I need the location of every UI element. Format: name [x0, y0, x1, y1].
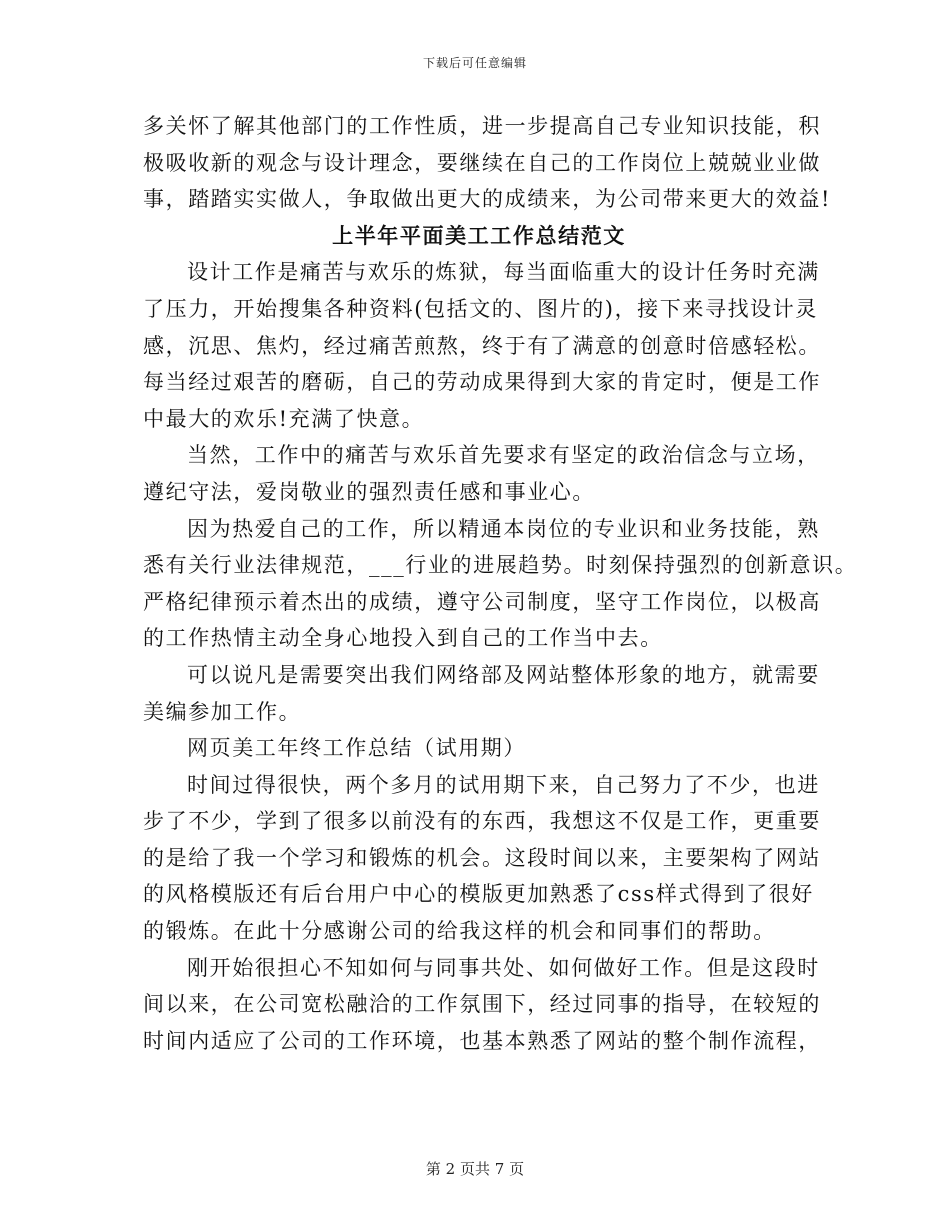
text-line: 中最大的欢乐!充满了快意。: [143, 406, 425, 431]
page-header: 下载后可任意编辑: [422, 56, 527, 70]
text-line: 遵纪守法，爱岗敬业的强烈责任感和事业心。: [143, 479, 595, 504]
paragraph-first-line: 时间过得很快，两个多月的试用期下来，自己努力了不少，也进: [187, 772, 820, 797]
text-line: 的是给了我一个学习和锻炼的机会。这段时间以来，主要架构了网站: [143, 845, 821, 870]
page-footer: 第 2 页共 7 页: [425, 1160, 525, 1178]
section-title: 上半年平面美工工作总结范文: [332, 222, 626, 248]
text-line: 严格纪律预示着杰出的成绩，遵守公司制度，坚守工作岗位，以极高: [143, 589, 821, 614]
subsection-title: 网页美工年终工作总结（试用期）: [187, 736, 526, 761]
text-line: 多关怀了解其他部门的工作性质，进一步提高自己专业知识技能，积: [143, 114, 821, 138]
paragraph-first-line: 可以说凡是需要突出我们网络部及网站整体形象的地方，就需要: [187, 662, 820, 687]
text-line: 步了不少，学到了很多以前没有的东西，我想这不仅是工作，更重要: [143, 809, 821, 834]
document-body: [143, 108, 858, 1059]
text-line: 的工作热情主动全身心地投入到自己的工作当中去。: [143, 626, 663, 651]
text-line: 了压力，开始搜集各种资料(包括文的、图片的)，接下来寻找设计灵: [143, 296, 818, 321]
paragraph-first-line: 当然，工作中的痛苦与欢乐首先要求有坚定的政治信念与立场，: [187, 443, 820, 468]
text-line: 时间内适应了公司的工作环境，也基本熟悉了网站的整个制作流程，: [143, 1028, 821, 1053]
paragraph-first-line: 设计工作是痛苦与欢乐的炼狱，每当面临重大的设计任务时充满: [187, 260, 820, 285]
text-line: 的风格模版还有后台用户中心的模版更加熟悉了css样式得到了很好: [143, 882, 814, 907]
text-line: 感，沉思、焦灼，经过痛苦煎熬，终于有了满意的创意时倍感轻松。: [143, 333, 821, 358]
paragraph-first-line: 因为热爱自己的工作，所以精通本岗位的专业识和业务技能，熟: [187, 516, 820, 541]
text-line: 事，踏踏实实做人，争取做出更大的成绩来，为公司带来更大的效益!: [143, 187, 832, 212]
text-line: 极吸收新的观念与设计理念，要继续在自己的工作岗位上兢兢业业做: [143, 150, 821, 175]
paragraph-first-line: 刚开始很担心不知如何与同事共处、如何做好工作。但是这段时: [187, 955, 820, 980]
text-line: 的锻炼。在此十分感谢公司的给我这样的机会和同事们的帮助。: [143, 919, 776, 944]
text-line: 每当经过艰苦的磨砺，自己的劳动成果得到大家的肯定时，便是工作: [143, 370, 821, 395]
text-line: 间以来，在公司宽松融洽的工作氛围下，经过同事的指导，在较短的: [143, 992, 821, 1017]
text-line: 美编参加工作。: [143, 699, 302, 724]
text-line: 悉有关行业法律规范，___行业的进展趋势。时刻保持强烈的创新意识。: [143, 553, 858, 578]
